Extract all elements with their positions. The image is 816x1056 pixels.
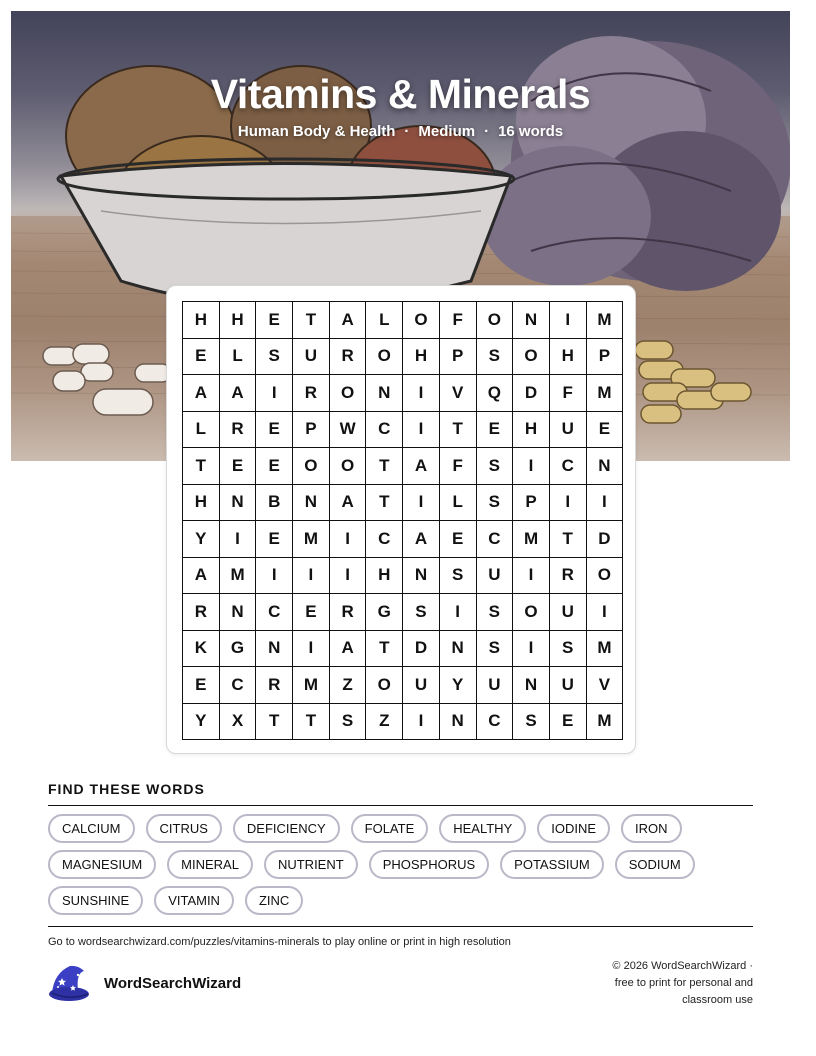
word-list-heading: FIND THESE WORDS (48, 781, 205, 797)
grid-cell: I (293, 631, 330, 668)
grid-cell: F (550, 375, 587, 412)
grid-cell: O (513, 594, 550, 631)
grid-cell: S (330, 704, 367, 741)
grid-cell: N (220, 485, 257, 522)
grid-cell: T (183, 448, 220, 485)
grid-cell: M (513, 521, 550, 558)
grid-cell: R (330, 339, 367, 376)
grid-cell: S (477, 631, 514, 668)
grid-cell: O (366, 339, 403, 376)
grid-cell: A (220, 375, 257, 412)
bowl-shape (58, 159, 514, 306)
grid-cell: W (330, 412, 367, 449)
divider (48, 926, 753, 927)
grid-cell: S (477, 339, 514, 376)
grid-cell: L (183, 412, 220, 449)
grid-cell: D (513, 375, 550, 412)
grid-cell: S (403, 594, 440, 631)
difficulty-label: Medium (418, 123, 476, 140)
grid-cell: E (256, 448, 293, 485)
grid-cell: V (587, 667, 624, 704)
grid-cell: S (256, 339, 293, 376)
grid-cell: C (366, 412, 403, 449)
grid-cell: M (587, 704, 624, 741)
puzzle-meta (11, 123, 790, 140)
brand[interactable] (48, 963, 241, 1003)
grid-cell: O (293, 448, 330, 485)
grid-cell: Z (330, 667, 367, 704)
grid-cell: C (477, 521, 514, 558)
grid-cell: U (550, 594, 587, 631)
grid-cell: T (366, 631, 403, 668)
grid-cell: V (440, 375, 477, 412)
grid-cell: N (440, 704, 477, 741)
grid-cell: F (440, 448, 477, 485)
grid-cell: E (256, 302, 293, 339)
grid-cell: I (330, 558, 367, 595)
word-pill: PHOSPHORUS (369, 850, 489, 879)
grid-cell: I (330, 521, 367, 558)
grid-cell: P (440, 339, 477, 376)
grid-cell: C (550, 448, 587, 485)
grid-cell: C (220, 667, 257, 704)
word-pill: CALCIUM (48, 814, 135, 843)
grid-cell: N (587, 448, 624, 485)
grid-cell: O (403, 302, 440, 339)
grid-cell: O (477, 302, 514, 339)
grid-cell: U (477, 667, 514, 704)
grid-cell: I (403, 485, 440, 522)
word-pill: MAGNESIUM (48, 850, 156, 879)
grid-cell: I (587, 594, 624, 631)
word-pill: VITAMIN (154, 886, 234, 915)
grid-cell: M (220, 558, 257, 595)
grid-cell: M (293, 521, 330, 558)
grid-cell: G (220, 631, 257, 668)
grid-cell: Y (183, 521, 220, 558)
grid-cell: I (550, 302, 587, 339)
grid-cell: L (366, 302, 403, 339)
grid-cell: D (587, 521, 624, 558)
grid-cell: I (513, 631, 550, 668)
grid-cell: O (330, 375, 367, 412)
grid-cell: Y (440, 667, 477, 704)
divider (48, 805, 753, 806)
grid-cell: G (366, 594, 403, 631)
grid-cell: E (183, 339, 220, 376)
grid-cell: L (220, 339, 257, 376)
grid-cell: A (403, 448, 440, 485)
grid-cell: F (440, 302, 477, 339)
meta-separator: · (484, 123, 490, 140)
grid-cell: U (293, 339, 330, 376)
grid-cell: B (256, 485, 293, 522)
grid-cell: I (256, 558, 293, 595)
grid-cell: S (440, 558, 477, 595)
grid-cell: C (256, 594, 293, 631)
grid-cell: S (513, 704, 550, 741)
grid-cell: I (513, 448, 550, 485)
grid-cell: A (183, 375, 220, 412)
grid-cell: E (220, 448, 257, 485)
grid-cell: U (550, 412, 587, 449)
word-count-label: 16 words (498, 123, 564, 140)
word-pill: IRON (621, 814, 682, 843)
grid-cell: C (477, 704, 514, 741)
word-pill: CITRUS (146, 814, 222, 843)
grid-cell: H (403, 339, 440, 376)
word-list (48, 814, 753, 915)
grid-cell: R (330, 594, 367, 631)
grid-cell: R (183, 594, 220, 631)
grid-cell: N (366, 375, 403, 412)
grid-cell: E (550, 704, 587, 741)
grid-cell: X (220, 704, 257, 741)
grid-cell: T (256, 704, 293, 741)
grid-cell: N (403, 558, 440, 595)
grid-cell: H (220, 302, 257, 339)
grid-cell: E (293, 594, 330, 631)
grid-cell: N (293, 485, 330, 522)
grid-cell: P (587, 339, 624, 376)
grid-cell: I (587, 485, 624, 522)
grid-cell: T (293, 302, 330, 339)
grid-cell: E (256, 521, 293, 558)
grid-cell: N (513, 667, 550, 704)
grid-cell: N (220, 594, 257, 631)
grid-cell: A (183, 558, 220, 595)
meta-separator: · (404, 123, 410, 140)
grid-cell: I (403, 704, 440, 741)
page-title: Vitamins & Minerals (210, 71, 591, 117)
grid-cell: E (440, 521, 477, 558)
grid-cell: C (366, 521, 403, 558)
grid-cell: S (477, 448, 514, 485)
grid-cell: O (587, 558, 624, 595)
grid-cell: R (220, 412, 257, 449)
grid-cell: S (477, 594, 514, 631)
letter-grid (182, 301, 623, 740)
grid-cell: I (256, 375, 293, 412)
word-pill: HEALTHY (439, 814, 526, 843)
word-pill: POTASSIUM (500, 850, 604, 879)
puzzle-card (166, 285, 636, 754)
grid-cell: H (183, 485, 220, 522)
grid-cell: A (330, 302, 367, 339)
word-pill: NUTRIENT (264, 850, 358, 879)
copyright-line: free to print for personal and (614, 977, 753, 989)
grid-cell: T (293, 704, 330, 741)
brand-name: WordSearchWizard (104, 974, 242, 992)
word-pill: FOLATE (351, 814, 429, 843)
grid-cell: I (293, 558, 330, 595)
grid-cell: K (183, 631, 220, 668)
grid-cell: E (477, 412, 514, 449)
grid-cell: H (550, 339, 587, 376)
grid-cell: R (256, 667, 293, 704)
grid-cell: E (587, 412, 624, 449)
grid-cell: T (366, 485, 403, 522)
grid-cell: E (183, 667, 220, 704)
grid-cell: H (183, 302, 220, 339)
grid-cell: U (550, 667, 587, 704)
copyright-text (553, 958, 753, 1009)
grid-cell: O (513, 339, 550, 376)
grid-cell: M (587, 631, 624, 668)
grid-cell: U (403, 667, 440, 704)
grid-cell: N (513, 302, 550, 339)
grid-cell: D (403, 631, 440, 668)
grid-cell: I (403, 412, 440, 449)
grid-cell: T (366, 448, 403, 485)
wizard-hat-icon (48, 963, 92, 1003)
grid-cell: I (440, 594, 477, 631)
copyright-line: © 2026 WordSearchWizard · (612, 960, 753, 972)
grid-cell: S (477, 485, 514, 522)
word-pill: SUNSHINE (48, 886, 143, 915)
grid-cell: H (513, 412, 550, 449)
grid-cell: I (403, 375, 440, 412)
grid-cell: S (550, 631, 587, 668)
grid-cell: A (403, 521, 440, 558)
footer-link-text[interactable]: Go to wordsearchwizard.com/puzzles/vitamins-minerals to play online or print in high resolution (48, 936, 511, 948)
word-pill: IODINE (537, 814, 610, 843)
grid-cell: L (440, 485, 477, 522)
word-pill: DEFICIENCY (233, 814, 340, 843)
word-pill: SODIUM (615, 850, 695, 879)
grid-cell: M (293, 667, 330, 704)
grid-cell: T (550, 521, 587, 558)
grid-cell: M (587, 375, 624, 412)
grid-cell: T (440, 412, 477, 449)
grid-cell: O (366, 667, 403, 704)
grid-cell: Q (477, 375, 514, 412)
grid-cell: H (366, 558, 403, 595)
grid-cell: R (550, 558, 587, 595)
grid-cell: P (293, 412, 330, 449)
grid-cell: A (330, 485, 367, 522)
grid-cell: A (330, 631, 367, 668)
grid-cell: M (587, 302, 624, 339)
grid-cell: R (293, 375, 330, 412)
grid-cell: N (440, 631, 477, 668)
grid-cell: Y (183, 704, 220, 741)
grid-cell: U (477, 558, 514, 595)
word-pill: ZINC (245, 886, 303, 915)
word-pill: MINERAL (167, 850, 253, 879)
grid-cell: N (256, 631, 293, 668)
category-label: Human Body & Health (237, 123, 396, 140)
grid-cell: I (220, 521, 257, 558)
grid-cell: E (256, 412, 293, 449)
copyright-line: classroom use (682, 994, 753, 1006)
grid-cell: I (513, 558, 550, 595)
grid-cell: O (330, 448, 367, 485)
grid-cell: Z (366, 704, 403, 741)
grid-cell: I (550, 485, 587, 522)
grid-cell: P (513, 485, 550, 522)
